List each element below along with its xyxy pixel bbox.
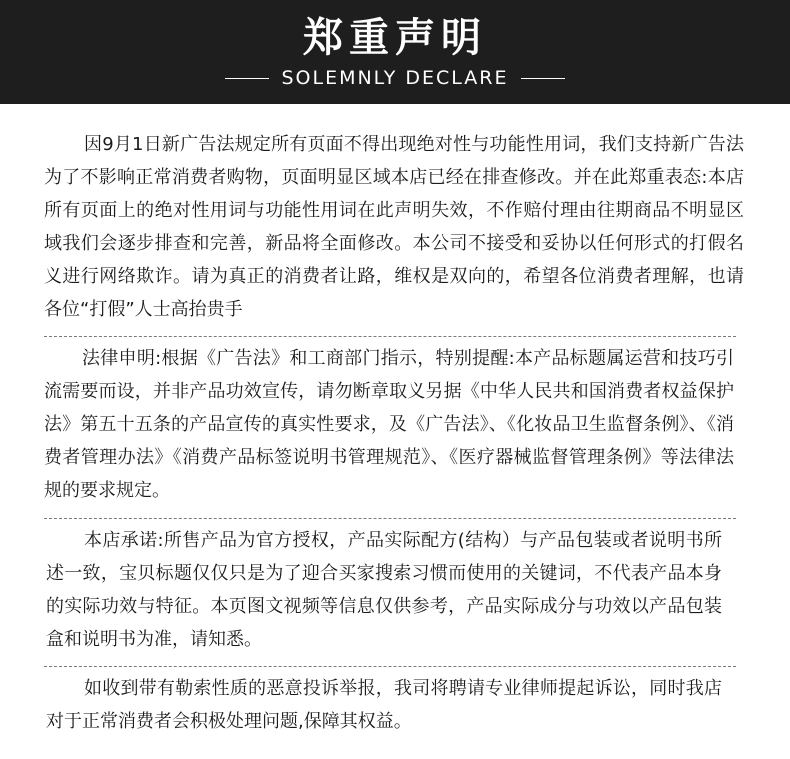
header-banner (0, 0, 790, 104)
paragraph-complaint-notice: 如收到带有勒索性质的恶意投诉举报，我司将聘请专业律师提起诉讼，同时我店对于正常消费者会积极处理问题,保障其权益。 (46, 678, 722, 732)
section-divider (44, 518, 736, 519)
paragraph-advertising-law: 因9月1日新广告法规定所有页面不得出现绝对性与功能性用词，我们支持新广告法为了不影响正常消费者购物，页面明显区域本店已经在排查修改。并在此郑重表态:本店所有页面上的绝对性用词与功能性用词在此声明失效，不作赔付理由往期商品不明显区域我们会逐步排查和完善，新品将全面修改。本公司不接受和妥协以任何形式的打假名义进行网络欺诈。请为真正的消费者让路，维权是双向的，希望各位消费者理解，也请各位“打假”人士高抬贵手 (44, 134, 744, 320)
subtitle-left-rule (225, 78, 269, 79)
paragraph-legal-statement: 法律申明:根据《广告法》和工商部门指示，特别提醒:本产品标题属运营和技巧引流需要而设，并非产品功效宣传，请勿断章取义另据《中华人民共和国消费者权益保护法》第五十五条的产品宣传的真实性要求，及《广告法》、《化妆品卫生监督条例》、《消费者管理办法》《消费产品标签说明书管理规范》、《医疗器械监督管理条例》等法律法规的要求规定。 (44, 348, 734, 501)
page-title: 郑重声明 (303, 15, 487, 61)
section-divider (44, 666, 736, 667)
page-subtitle: SOLEMNLY DECLARE (281, 67, 509, 89)
section-divider (44, 336, 736, 337)
subtitle-row (0, 66, 790, 90)
paragraph-store-promise: 本店承诺:所售产品为官方授权，产品实际配方(结构）与产品包装或者说明书所述一致，宝贝标题仅仅只是为了迎合买家搜索习惯而使用的关键词，不代表产品本身的实际功效与特征。本页图文视频等信息仅供参考，产品实际成分与功效以产品包装盒和说明书为准，请知悉。 (46, 530, 722, 650)
subtitle-right-rule (521, 78, 565, 79)
